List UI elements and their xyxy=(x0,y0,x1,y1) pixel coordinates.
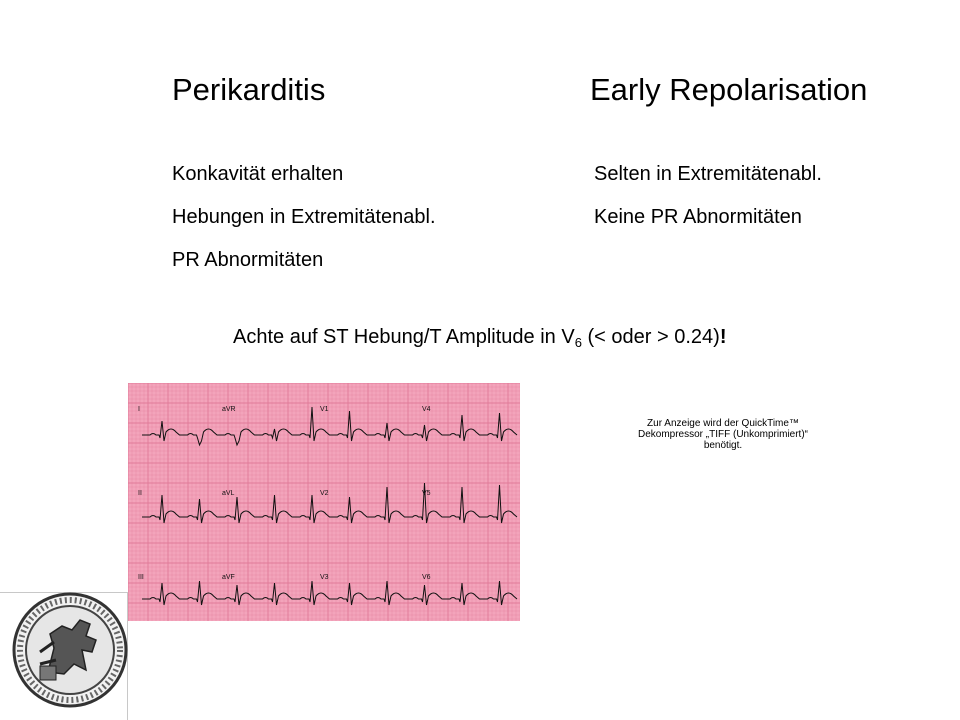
quicktime-placeholder xyxy=(628,418,818,451)
right-item: Selten in Extremitätenabl. xyxy=(594,163,822,185)
ecg-lead-label: II xyxy=(138,490,142,497)
university-seal-icon xyxy=(10,590,130,710)
quicktime-line: Dekompressor „TIFF (Unkomprimiert)“ xyxy=(637,429,808,440)
ecg-lead-label: V5 xyxy=(422,490,431,497)
ecg-lead-label: V6 xyxy=(422,574,431,581)
ecg-lead-label: V4 xyxy=(422,406,431,413)
left-item: Hebungen in Extremitätenabl. xyxy=(172,206,436,228)
ecg-lead-label: III xyxy=(138,574,144,581)
left-heading: Perikarditis xyxy=(172,72,326,107)
ecg-lead-label: V3 xyxy=(320,574,329,581)
ecg-lead-label: aVL xyxy=(222,490,235,497)
left-item: Konkavität erhalten xyxy=(172,163,344,185)
ecg-lead-label: V1 xyxy=(320,406,329,413)
quicktime-line: benötigt. xyxy=(703,440,743,451)
st-note-after: (< oder > 0.24) xyxy=(581,326,720,348)
st-note-text: Achte auf ST Hebung/T Amplitude in V xyxy=(233,326,575,348)
right-heading: Early Repolarisation xyxy=(590,72,868,107)
ecg-strip xyxy=(128,383,520,621)
st-note-subscript: 6 xyxy=(574,335,582,350)
st-note-bang: ! xyxy=(719,326,727,348)
left-item: PR Abnormitäten xyxy=(172,249,324,271)
st-note xyxy=(233,326,726,350)
ecg-lead-label: aVR xyxy=(222,406,236,413)
ecg-lead-label: aVF xyxy=(222,574,235,581)
ecg-lead-label: V2 xyxy=(320,490,329,497)
ecg-lead-label: I xyxy=(138,406,140,413)
right-item: Keine PR Abnormitäten xyxy=(594,206,802,228)
quicktime-line: Zur Anzeige wird der QuickTime™ xyxy=(647,418,799,429)
